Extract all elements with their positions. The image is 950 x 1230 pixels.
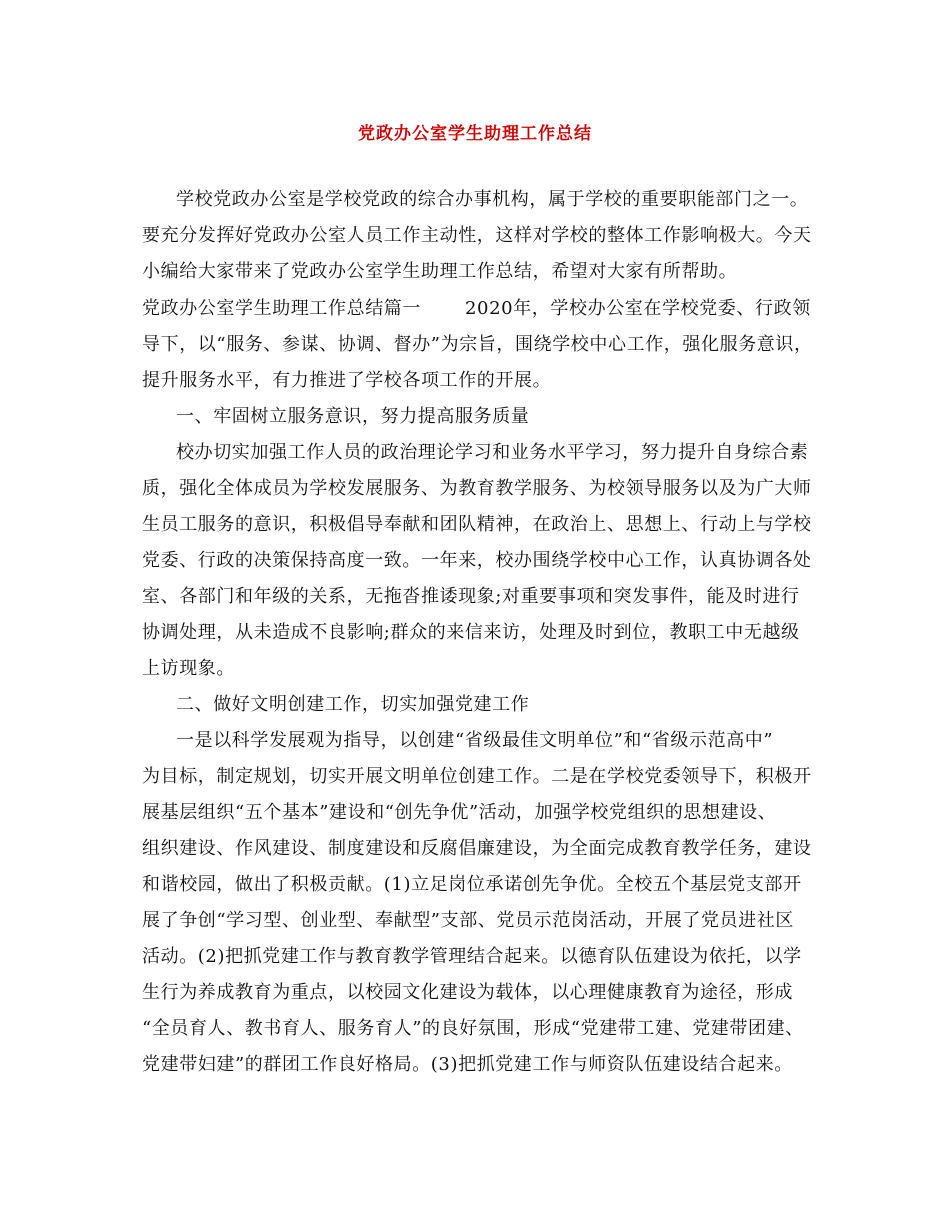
paragraph-line: 组织建设、作风建设、制度建设和反腐倡廉建设，为全面完成教育教学任务，建设 (142, 838, 812, 859)
paragraph-line: 生行为养成教育为重点，以校园文化建设为载体，以心理健康教育为途径，形成 (142, 982, 793, 1003)
paragraph-line: 活动。(2)把抓党建工作与教育教学管理结合起来。以德育队伍建设为依托，以学 (142, 946, 802, 967)
paragraph-line: 党建带妇建”的群团工作良好格局。(3)把抓党建工作与师资队伍建设结合起来。 (142, 1054, 793, 1075)
paragraph-line: 党委、行政的决策保持高度一致。一年来，校办围绕学校中心工作，认真协调各处 (142, 550, 812, 571)
document-title: 党政办公室学生助理工作总结 (358, 124, 592, 144)
paragraph-line: 和谐校园，做出了积极贡献。(1)立足岗位承诺创先争优。全校五个基层党支部开 (142, 874, 802, 895)
paragraph-line-with-section-label (142, 297, 811, 321)
paragraph-line: 要充分发挥好党政办公室人员工作主动性，这样对学校的整体工作影响极大。今天 (142, 225, 812, 246)
paragraph-line: 校办切实加强工作人员的政治理论学习和业务水平学习，努力提升自身综合素 (176, 442, 809, 463)
paragraph-line: 2020年，学校办公室在学校党委、行政领 (465, 298, 811, 319)
section-heading: 一、牢固树立服务意识，努力提高服务质量 (176, 406, 530, 427)
paragraph-line: 上访现象。 (142, 658, 235, 679)
section-heading: 二、做好文明创建工作，切实加强党建工作 (176, 694, 530, 715)
paragraph-line: 室、各部门和年级的关系，无拖沓推诿现象;对重要事项和突发事件，能及时进行 (142, 586, 800, 607)
paragraph-line: 一是以科学发展观为指导，以创建“省级最佳文明单位”和“省级示范高中” (176, 730, 774, 751)
paragraph-line: 小编给大家带来了党政办公室学生助理工作总结，希望对大家有所帮助。 (142, 261, 738, 282)
paragraph-line: 质，强化全体成员为学校发展服务、为教育教学服务、为校领导服务以及为广大师 (142, 478, 812, 499)
paragraph-line: 为目标，制定规划，切实开展文明单位创建工作。二是在学校党委领导下，积极开 (142, 766, 812, 787)
paragraph-line: 导下，以“服务、参谋、协调、督办”为宗旨，围绕学校中心工作，强化服务意识， (142, 334, 813, 355)
paragraph-line: 展基层组织“五个基本”建设和“创先争优”活动，加强学校党组织的思想建设、 (142, 802, 777, 823)
paragraph-line: 学校党政办公室是学校党政的综合办事机构，属于学校的重要职能部门之一。 (176, 189, 809, 210)
paragraph-line: 展了争创“学习型、创业型、奉献型”支部、党员示范岗活动，开展了党员进社区 (142, 910, 795, 931)
paragraph-line: 协调处理，从未造成不良影响;群众的来信来访，处理及时到位，教职工中无越级 (142, 622, 800, 643)
paragraph-line: “全员育人、教书育人、服务育人”的良好氛围，形成“党建带工建、党建带团建、 (142, 1018, 804, 1039)
paragraph-line: 提升服务水平，有力推进了学校各项工作的开展。 (142, 370, 552, 391)
paragraph-line: 生员工服务的意识，积极倡导奉献和团队精神，在政治上、思想上、行动上与学校 (142, 514, 812, 535)
section-label: 党政办公室学生助理工作总结篇一 (142, 298, 421, 319)
